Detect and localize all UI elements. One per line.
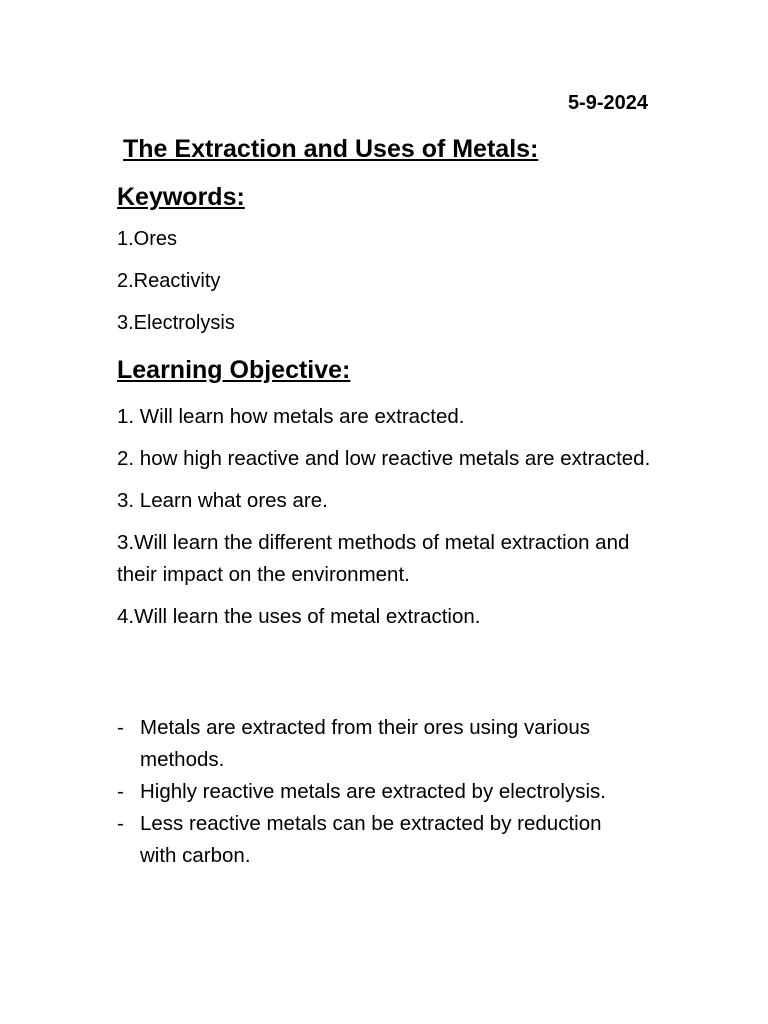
keywords-heading: Keywords:	[117, 183, 245, 211]
objective-item: 2. how high reactive and low reactive metals are extracted.	[117, 447, 651, 470]
objective-item: 3.Will learn the different methods of metal extraction and their impact on the environment.	[117, 531, 630, 586]
bullet-item	[117, 712, 637, 776]
keywords-list	[117, 226, 235, 352]
objective-item: 3. Learn what ores are.	[117, 489, 328, 512]
learning-objective-list	[117, 401, 657, 643]
notes-bullet-list	[117, 712, 637, 872]
bullet-text: Metals are extracted from their ores using various methods.	[140, 716, 591, 771]
bullet-item	[117, 776, 637, 808]
dash-marker: -	[117, 812, 124, 835]
document-title: The Extraction and Uses of Metals:	[123, 135, 539, 163]
learning-objective-heading: Learning Objective:	[117, 356, 351, 384]
bullet-item	[117, 808, 637, 872]
dash-marker: -	[117, 716, 124, 739]
dash-marker: -	[117, 780, 124, 803]
bullet-text: Less reactive metals can be extracted by reduction with carbon.	[140, 812, 602, 867]
document-date: 5-9-2024	[567, 92, 648, 114]
keyword-item: 1.Ores	[117, 228, 178, 250]
bullet-text: Highly reactive metals are extracted by electrolysis.	[140, 780, 606, 803]
objective-item: 4.Will learn the uses of metal extraction.	[117, 605, 481, 628]
objective-item: 1. Will learn how metals are extracted.	[117, 405, 465, 428]
keyword-item: 2.Reactivity	[117, 270, 221, 292]
keyword-item: 3.Electrolysis	[117, 312, 235, 334]
